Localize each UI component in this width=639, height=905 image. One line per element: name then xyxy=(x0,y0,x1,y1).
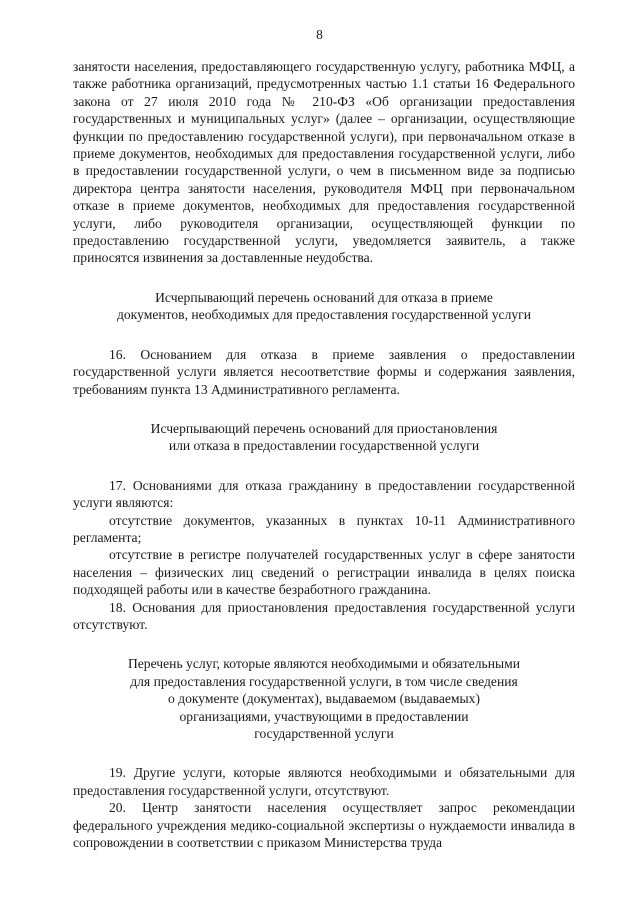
paragraph-clause-16: 16. Основанием для отказа в приеме заявления о предоставлении государственной услуги является несоответствие формы и содержания заявления, требованиям пункта 13 Административного регламента. xyxy=(73,346,575,397)
paragraph-intro-continuation: занятости населения, предоставляющего государственную услугу, работника МФЦ, а также работника организаций, предусмотренных частью 1.1 статьи 16 Федерального закона от 27 июля 2010 года № 210-ФЗ «Об организации предоставления государственных и муниципальных услуг» (далее – организации, осуществляющие функции по предоставлению государственной услуги), при первоначальном отказе в приеме документов, необходимых для предоставления государственной услуги, либо в предоставлении государственной услуги, о чем в письменном виде за подписью директора центра занятости населения, руководителя МФЦ при первоначальном отказе в приеме документов, необходимых для предоставления государственной услуги, либо руководителя организации, осуществляющей функции по предоставлению государственной услуги, уведомляется заявитель, а также приносятся извинения за доставленные неудобства. xyxy=(73,59,575,266)
paragraph-clause-17-item-2: отсутствие в регистре получателей государственных услуг в сфере занятости населения – физических лиц сведений о регистрации инвалида в целях поиска подходящей работы или в качестве безработного гражданина. xyxy=(73,547,575,598)
paragraph-clause-18: 18. Основания для приостановления предоставления государственной услуги отсутствуют. xyxy=(73,599,575,632)
paragraph-clause-19: 19. Другие услуги, которые являются необходимыми и обязательными для предоставления государственной услуги, отсутствуют. xyxy=(73,765,575,798)
heading-line: организациями, участвующими в предоставлении xyxy=(179,708,469,724)
paragraph-clause-17: 17. Основаниями для отказа гражданину в предоставлении государственной услуги являются: xyxy=(73,477,575,511)
paragraph-clause-17-item-1: отсутствие документов, указанных в пунктах 10-11 Административного регламента; xyxy=(73,512,575,545)
heading-line: о документе (документах), выдаваемом (выдаваемых) xyxy=(167,691,480,707)
document-body xyxy=(73,58,575,851)
section-heading-required-services xyxy=(73,655,575,742)
heading-line: Исчерпывающий перечень оснований для отказа в приеме xyxy=(155,289,493,305)
section-heading-refusal-reception xyxy=(73,289,575,324)
heading-line: документов, необходимых для предоставления государственной услуги xyxy=(116,307,532,323)
heading-line: или отказа в предоставлении государственной услуги xyxy=(168,438,480,454)
heading-line: Исчерпывающий перечень оснований для приостановления xyxy=(150,420,498,436)
paragraph-clause-20: 20. Центр занятости населения осуществляет запрос рекомендации федерального учреждения медико-социальной экспертизы о нуждаемости инвалида в сопровождении в соответствии с приказом Министерства труда xyxy=(73,800,575,851)
page-number: 8 xyxy=(316,27,323,42)
section-heading-suspension-refusal xyxy=(73,420,575,455)
heading-line: Перечень услуг, которые являются необходимыми и обязательными xyxy=(127,656,521,672)
heading-line: для предоставления государственной услуги, в том числе сведения xyxy=(130,673,518,689)
heading-line: государственной услуги xyxy=(254,726,394,741)
